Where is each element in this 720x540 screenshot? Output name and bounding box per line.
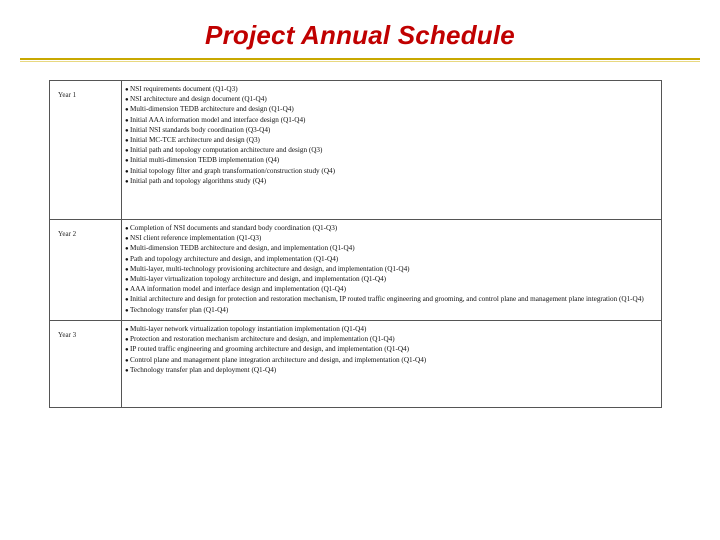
list-item-text: Multi-dimension TEDB architecture and design (Q1-Q4) — [130, 105, 294, 114]
bullet-icon: ● — [125, 327, 129, 333]
list-item — [125, 275, 657, 285]
list-item — [125, 285, 657, 295]
bullet-icon: ● — [125, 337, 129, 344]
list-item-text: NSI client reference implementation (Q1-Q3) — [130, 234, 262, 243]
list-item-text: Completion of NSI documents and standard body coordination (Q1-Q3) — [130, 224, 338, 232]
bullet-icon: ● — [125, 178, 129, 185]
list-item-text: Multi-dimension TEDB architecture and design, and implementation (Q1-Q4) — [130, 244, 355, 253]
list-item-text: Initial architecture and design for protection and restoration mechanism, IP routed traffic engineering and grooming, and control plane and management plane integration (Q1-Q4) — [130, 295, 644, 304]
list-item-text: Initial multi-dimension TEDB implementation (Q4) — [130, 156, 280, 165]
list-item-text: Initial topology filter and graph transformation/construction study (Q4) — [130, 166, 335, 175]
list-item — [125, 366, 657, 376]
bullet-icon: ● — [125, 367, 129, 374]
list-item-text: IP routed traffic engineering and grooming architecture and design, and implementation (Q1-Q4) — [130, 345, 410, 354]
bullet-icon: ● — [125, 236, 129, 243]
list-item — [125, 116, 657, 126]
list-item — [125, 177, 657, 187]
list-item — [125, 265, 657, 275]
items-cell — [122, 220, 662, 321]
list-item-text: Protection and restoration mechanism architecture and design, and implementation (Q1-Q4) — [130, 335, 395, 344]
list-item-text: Multi-layer network virtualization topology instantiation implementation (Q1-Q4) — [130, 325, 367, 333]
year-cell: Year 2 — [50, 220, 122, 321]
items-cell — [122, 81, 662, 220]
schedule-table — [49, 80, 662, 408]
table-row — [50, 81, 662, 220]
list-item — [125, 167, 657, 177]
bullet-icon: ● — [125, 87, 129, 93]
list-item-text: Control plane and management plane integration architecture and design, and implementation (Q1-Q4) — [130, 355, 427, 364]
list-item-text: NSI architecture and design document (Q1-Q4) — [130, 95, 267, 104]
bullet-icon: ● — [125, 287, 129, 294]
list-item — [125, 335, 657, 345]
bullet-icon: ● — [125, 107, 129, 114]
list-item — [125, 85, 657, 95]
bullet-icon: ● — [125, 97, 129, 104]
list-item-text: Initial AAA information model and interface design (Q1-Q4) — [130, 115, 306, 124]
list-item-text: Initial MC-TCE architecture and design (Q3) — [130, 136, 260, 145]
list-item — [125, 306, 657, 316]
list-item — [125, 255, 657, 265]
bullet-icon: ● — [125, 307, 129, 314]
list-item — [125, 156, 657, 166]
bullet-icon: ● — [125, 347, 129, 354]
bullet-icon: ● — [125, 168, 129, 175]
list-item-text: NSI requirements document (Q1-Q3) — [130, 85, 238, 93]
bullet-icon: ● — [125, 127, 129, 134]
bullet-icon: ● — [125, 246, 129, 253]
bullet-icon: ● — [125, 266, 129, 273]
bullet-icon: ● — [125, 226, 129, 232]
list-item — [125, 126, 657, 136]
list-item-text: AAA information model and interface design and implementation (Q1-Q4) — [130, 285, 346, 294]
list-item — [125, 234, 657, 244]
list-item — [125, 105, 657, 115]
year-cell: Year 3 — [50, 321, 122, 408]
table-row — [50, 220, 662, 321]
bullet-icon: ● — [125, 148, 129, 155]
item-list — [125, 224, 657, 316]
table-row — [50, 321, 662, 408]
bullet-icon: ● — [125, 277, 129, 284]
list-item — [125, 295, 657, 305]
list-item — [125, 345, 657, 355]
list-item — [125, 244, 657, 254]
list-item — [125, 325, 657, 335]
list-item — [125, 95, 657, 105]
bullet-icon: ● — [125, 117, 129, 124]
item-list — [125, 85, 657, 187]
list-item-text: Initial NSI standards body coordination (Q3-Q4) — [130, 125, 271, 134]
list-item — [125, 356, 657, 366]
list-item-text: Path and topology architecture and design, and implementation (Q1-Q4) — [130, 254, 339, 263]
title-underline-shadow — [20, 61, 700, 62]
bullet-icon: ● — [125, 138, 129, 145]
bullet-icon: ● — [125, 297, 129, 304]
list-item — [125, 224, 657, 234]
list-item-text: Multi-layer virtualization topology architecture and design, and implementation (Q1-Q4) — [130, 275, 387, 284]
bullet-icon: ● — [125, 357, 129, 364]
list-item-text: Initial path and topology algorithms study (Q4) — [130, 176, 267, 185]
bullet-icon: ● — [125, 158, 129, 165]
list-item — [125, 146, 657, 156]
bullet-icon: ● — [125, 256, 129, 263]
list-item-text: Technology transfer plan (Q1-Q4) — [130, 305, 229, 314]
list-item-text: Technology transfer plan and deployment (Q1-Q4) — [130, 365, 277, 374]
list-item — [125, 136, 657, 146]
items-cell — [122, 321, 662, 408]
item-list — [125, 325, 657, 376]
list-item-text: Initial path and topology computation architecture and design (Q3) — [130, 146, 323, 155]
title-underline — [20, 58, 700, 60]
list-item-text: Multi-layer, multi-technology provisioning architecture and design, and implementation (Q1-Q4) — [130, 264, 410, 273]
year-cell: Year 1 — [50, 81, 122, 220]
page-title: Project Annual Schedule — [205, 20, 515, 50]
